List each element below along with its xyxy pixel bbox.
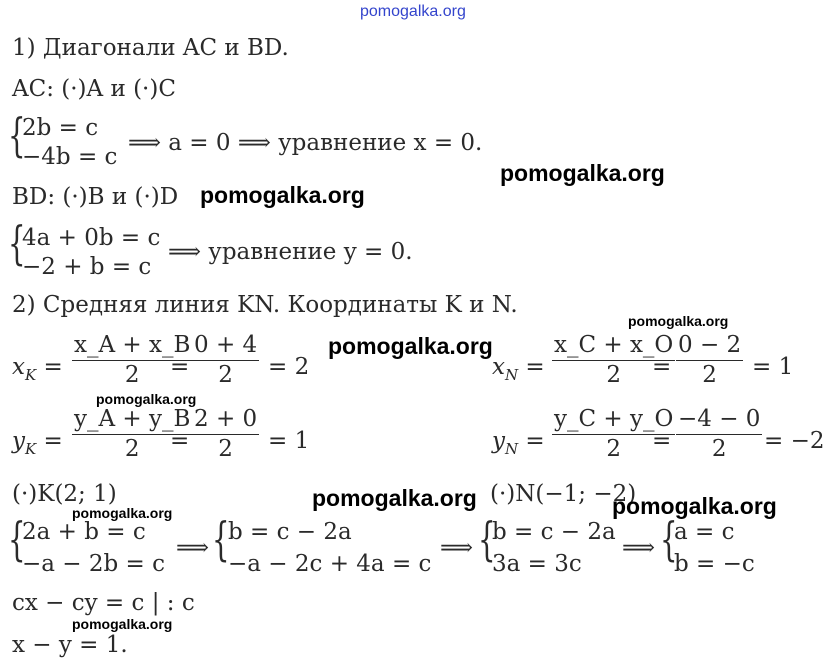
xn-fraction2: 0 − 2 2 bbox=[678, 332, 742, 388]
watermark-3: pomogalka.org bbox=[628, 313, 729, 329]
watermark-9: pomogalka.org bbox=[72, 616, 173, 632]
xk-result: = 2 bbox=[268, 354, 310, 380]
point-n: (·)N(−1; −2) bbox=[490, 481, 637, 507]
xn-fraction1: x_C + x_O 2 bbox=[554, 332, 674, 388]
arrow-2: ⟹ bbox=[440, 535, 473, 561]
xn-lhs: $x_N$ = bbox=[492, 354, 545, 384]
point-k: (·)K(2; 1) bbox=[12, 481, 117, 507]
arrow-3: ⟹ bbox=[622, 535, 655, 561]
sys4-row1: b = c − 2a bbox=[228, 519, 352, 545]
yn-fraction2: −4 − 0 2 bbox=[678, 406, 761, 462]
sys3-row1: 2a + b = c bbox=[22, 519, 146, 545]
ac-line: AC: (·)A и (·)C bbox=[12, 76, 176, 102]
sys1-row2: −4b = c bbox=[22, 144, 118, 170]
watermark-top: pomogalka.org bbox=[360, 3, 466, 20]
watermark-7: pomogalka.org bbox=[612, 493, 777, 519]
system5-brace: { bbox=[478, 512, 496, 566]
xn-result: = 1 bbox=[752, 354, 794, 380]
sys2-row1: 4a + 0b = c bbox=[22, 225, 161, 251]
sys4-row2: −a − 2c + 4a = c bbox=[228, 551, 432, 577]
yn-result: = −2 bbox=[764, 428, 825, 454]
xk-lhs: $x_K$ = bbox=[12, 354, 63, 384]
watermark-5: pomogalka.org bbox=[96, 391, 197, 407]
system3-brace: { bbox=[8, 512, 26, 566]
sys1-row1: 2b = c bbox=[22, 115, 99, 141]
watermark-1: pomogalka.org bbox=[500, 160, 665, 186]
eq-line: cx − cy = c | : c bbox=[12, 590, 195, 616]
xk-fraction1: x_A + x_B 2 bbox=[74, 332, 191, 388]
yk-lhs: $y_K$ = bbox=[12, 428, 63, 458]
yk-fraction2: 2 + 0 2 bbox=[194, 406, 258, 462]
yn-fraction1: y_C + y_O 2 bbox=[554, 406, 674, 462]
section2-heading: 2) Средняя линия KN. Координаты K и N. bbox=[12, 292, 518, 318]
xk-fraction2: 0 + 4 2 bbox=[194, 332, 258, 388]
system4-brace: { bbox=[212, 512, 230, 566]
watermark-2: pomogalka.org bbox=[200, 182, 365, 208]
sys5-row2: 3a = 3c bbox=[492, 551, 582, 577]
sys2-result: ⟹ уравнение y = 0. bbox=[168, 239, 413, 265]
sys2-row2: −2 + b = c bbox=[22, 254, 152, 280]
system6-brace: { bbox=[660, 512, 678, 566]
system1-brace: { bbox=[8, 108, 26, 162]
arrow-1: ⟹ bbox=[176, 535, 209, 561]
yn-lhs: $y_N$ = bbox=[492, 428, 545, 458]
sys5-row1: b = c − 2a bbox=[492, 519, 616, 545]
sys1-result: ⟹ a = 0 ⟹ уравнение x = 0. bbox=[128, 130, 483, 156]
watermark-6: pomogalka.org bbox=[312, 485, 477, 511]
watermark-4: pomogalka.org bbox=[328, 333, 493, 359]
yk-fraction1: y_A + y_B 2 bbox=[74, 406, 191, 462]
watermark-8: pomogalka.org bbox=[72, 505, 173, 521]
sys6-row1: a = c bbox=[674, 519, 735, 545]
section1-heading: 1) Диагонали AC и BD. bbox=[12, 35, 289, 61]
sys6-row2: b = −c bbox=[674, 551, 755, 577]
bd-line: BD: (·)B и (·)D bbox=[12, 184, 179, 210]
sys3-row2: −a − 2b = c bbox=[22, 551, 166, 577]
system2-brace: { bbox=[8, 216, 26, 270]
yk-result: = 1 bbox=[268, 428, 310, 454]
final-line: x − y = 1. bbox=[12, 632, 128, 658]
